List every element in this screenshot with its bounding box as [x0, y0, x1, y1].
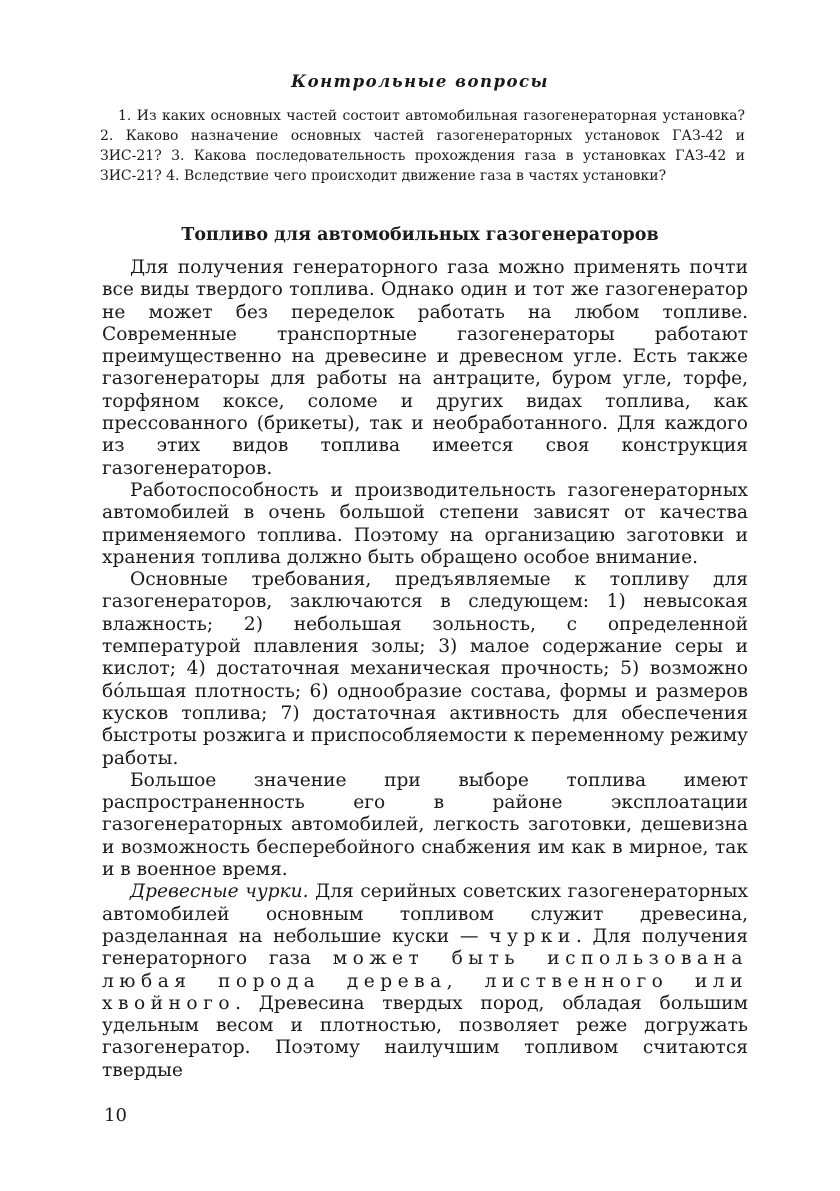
- paragraph-5-text-c: . Древесина твердых пород, обладая большим удельным весом и плотностью, позволяет реже догружать газогенератор. Поэтому наилучшим топливом считаются твердые: [102, 992, 748, 1081]
- control-questions-title: Контрольные вопросы: [291, 72, 549, 91]
- paragraph-5-text-a: Для серийных советских газогенераторных автомобилей основным топливом служит древесина, разделанная на небольшие куски —: [102, 881, 749, 947]
- section-body: [102, 257, 748, 1082]
- paragraph-1: Для получения генераторного газа можно применять почти все виды твердого топлива. Однако один и тот же газогенератор не может без переделок работать на любом топливе. Современные транспортные газогенераторы работают преимущественно на древесине и древесном угле. Есть также газогенераторы для работы на антраците, буром угле, торфе, торфяном коксе, соломе и других видах топлива, как прессованного (брикеты), так и необработанного. Для каждого из этих видов топлива имеется своя конструкция газогенераторов.: [102, 257, 748, 479]
- paragraph-2: Работоспособность и производительность газогенераторных автомобилей в очень большой степени зависят от качества применяемого топлива. Поэтому на организацию заготовки и хранения топлива должно быть обращено особое внимание.: [102, 479, 748, 568]
- section-title: Топливо для автомобильных газогенераторов: [181, 225, 659, 245]
- paragraph-5-heading: Древесные чурки.: [130, 881, 309, 903]
- control-questions-text: 1. Из каких основных частей состоит автомобильная газогенераторная установка? 2. Каково назначение основных частей газогенераторных установок ГАЗ-42 и ЗИС-21? 3. Какова последовательность прохождения газа в установках ГАЗ-42 и ЗИС-21? 4. Вследствие чего происходит движение газа в частях установки?: [100, 108, 745, 184]
- paragraph-5-spaced-phrase: может быть использована любая порода дерева, лиственного или хвойного: [102, 948, 748, 1014]
- paragraph-4: Большое значение при выборе топлива имеют распространенность его в районе эксплоатации газогенераторных автомобилей, легкость заготовки, дешевизна и возможность бесперебойного снабжения им как в мирное, так и в военное время.: [102, 769, 748, 881]
- paragraph-5: [102, 881, 748, 1082]
- paragraph-5-text-b: . Для получения генераторного газа: [102, 925, 748, 970]
- page-number: 10: [104, 1105, 127, 1126]
- paragraph-3: Основные требования, предъявляемые к топливу для газогенераторов, заключаются в следующем: 1) невысокая влажность; 2) небольшая зольность, с определенной температурой плавления золы; 3) малое содержание серы и кислот; 4) достаточная механическая прочность; 5) возможно бо́льшая плотность; 6) однообразие состава, формы и размеров кусков топлива; 7) достаточная активность для обеспечения быстроты розжига и приспособляемости к переменному режиму работы.: [102, 569, 748, 769]
- paragraph-5-spaced-term: чурки: [489, 925, 576, 947]
